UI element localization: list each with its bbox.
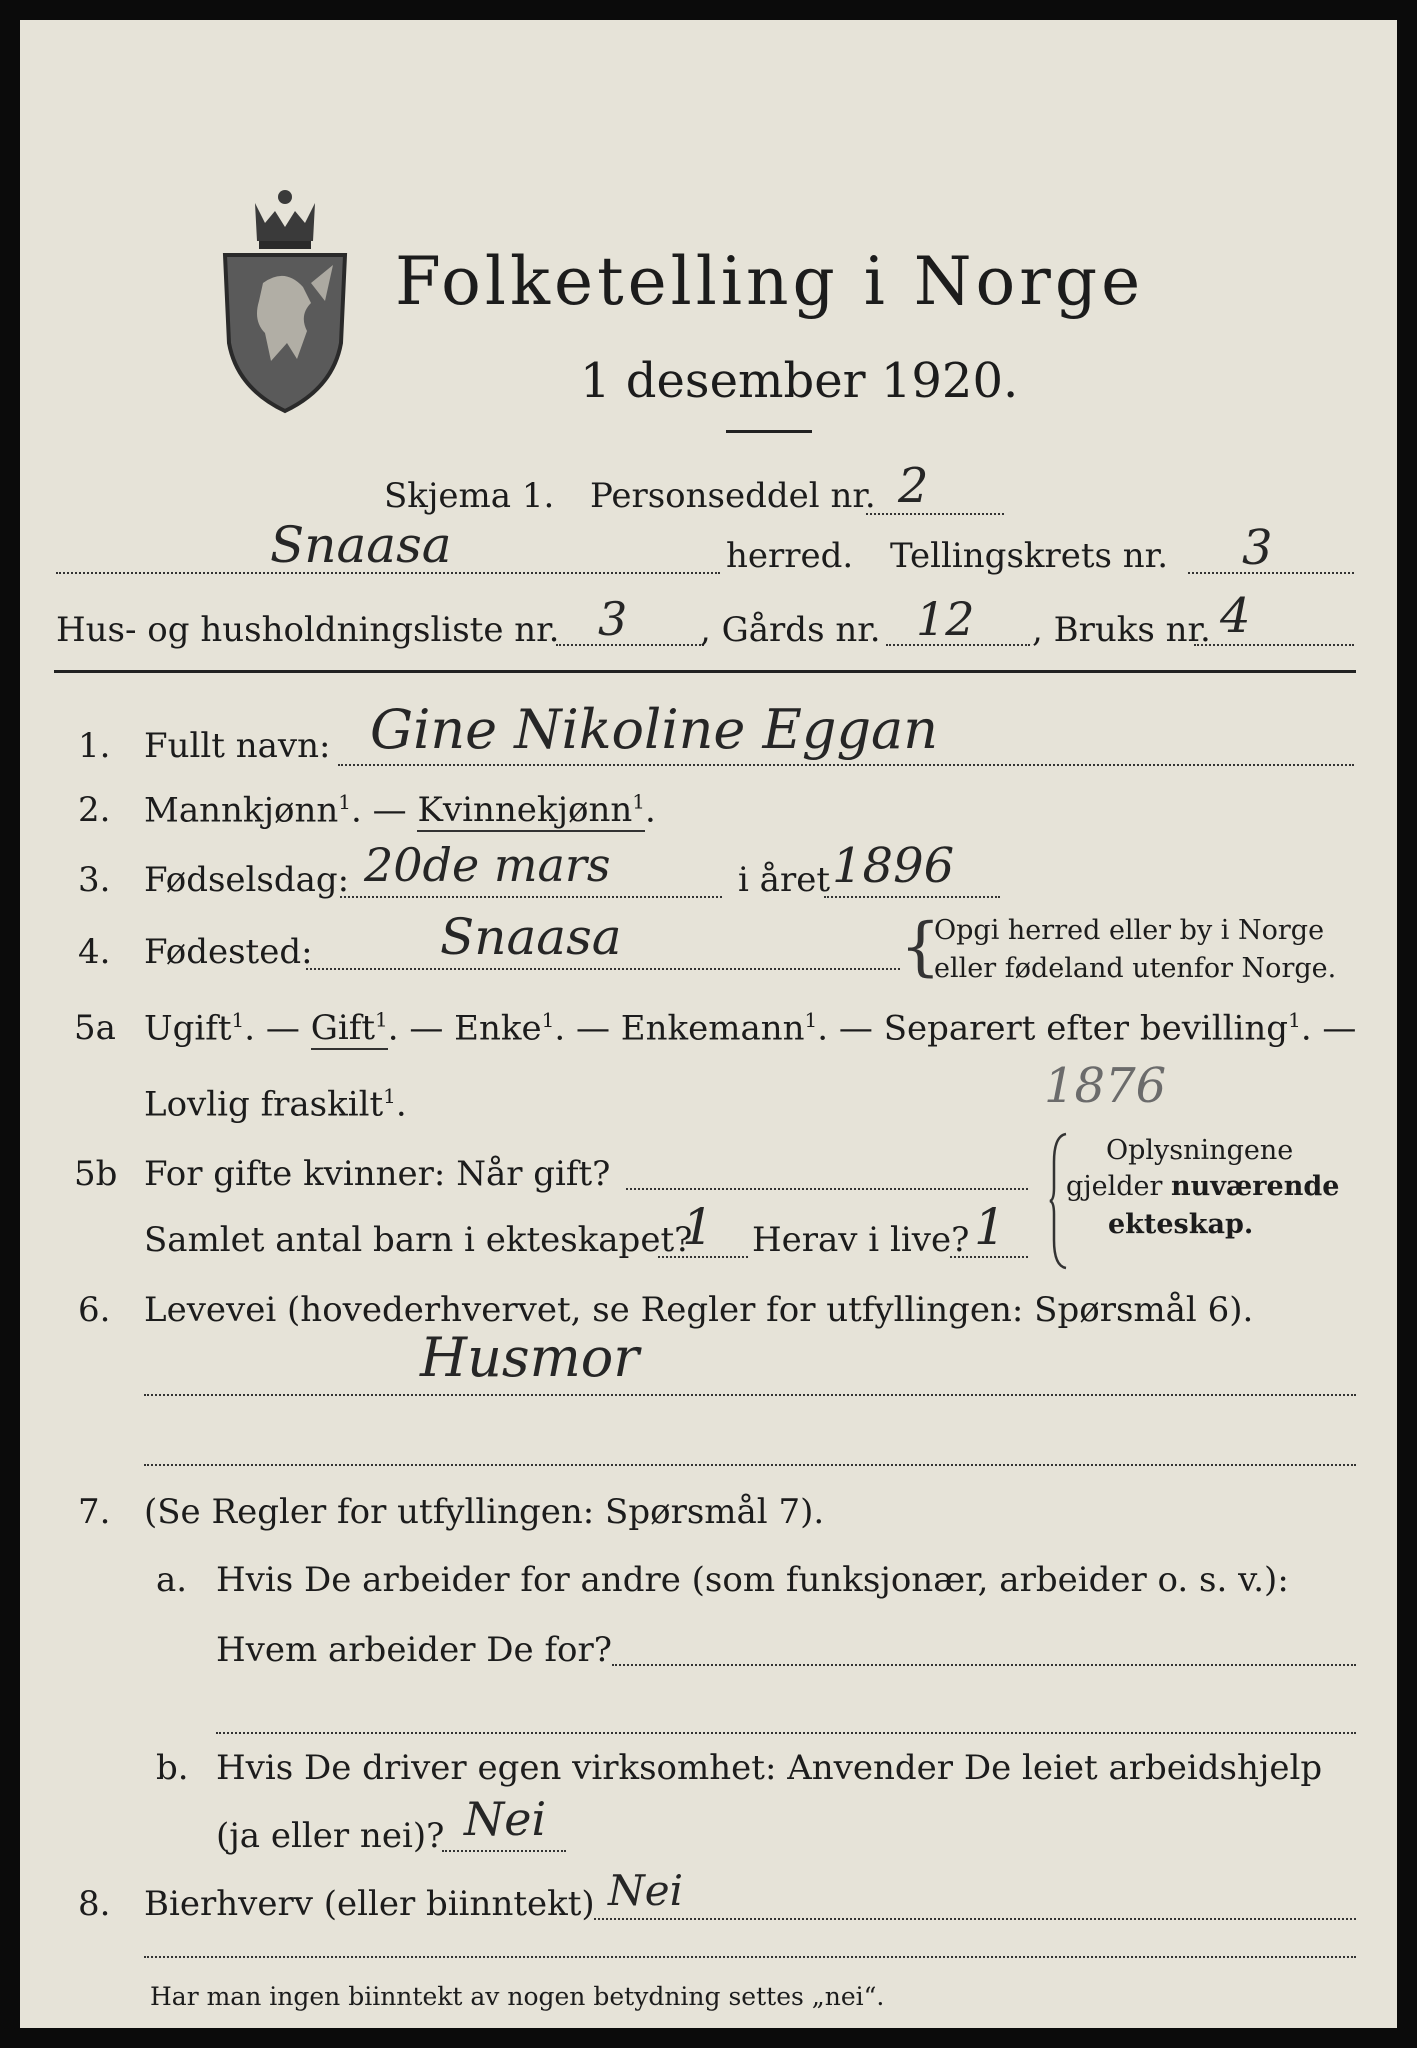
footer-note: Har man ingen biinntekt av nogen betydning settes „nei“. <box>150 1982 885 2011</box>
q2-sep: . — <box>351 790 418 831</box>
q4-note-line2: eller fødeland utenfor Norge. <box>934 953 1337 984</box>
q1-number: 1. <box>78 726 111 766</box>
footnote-marker: 1 <box>231 1008 245 1032</box>
q3-birthday: 20de mars <box>364 838 611 892</box>
footnote-marker: 1 <box>804 1008 818 1032</box>
q2-mann: Mannkjønn <box>144 790 339 831</box>
gards-label: , Gårds nr. <box>700 610 881 650</box>
bruks-value: 4 <box>1220 588 1251 644</box>
q5b-gift-line <box>626 1188 1028 1190</box>
tellingskrets-label: Tellingskrets nr. <box>890 536 1169 576</box>
q5b-ilive-line <box>950 1256 1028 1258</box>
q5b-barn-label: Samlet antal barn i ekteskapet? <box>144 1220 693 1260</box>
census-form <box>20 20 1397 2028</box>
q5b-ilive-value: 1 <box>974 1198 1006 1256</box>
q4-number: 4. <box>78 932 111 972</box>
q7a-line <box>612 1664 1356 1666</box>
q5a-enke: Enke <box>454 1008 542 1049</box>
q5a-number: 5a <box>74 1008 116 1048</box>
q6-line1 <box>144 1394 1356 1396</box>
footnote-marker: 1 <box>383 1084 396 1108</box>
bruks-label: , Bruks nr. <box>1032 610 1211 650</box>
q5a-lovlig-line <box>144 1084 407 1124</box>
q8-number: 8. <box>78 1884 111 1924</box>
q7a-letter: a. <box>156 1560 188 1600</box>
q4-note-line1: Opgi herred eller by i Norge <box>934 915 1325 946</box>
q5b-note-line2a: gjelder <box>1066 1171 1172 1202</box>
q5a-separert: Separert efter bevilling <box>883 1008 1289 1049</box>
husholdningsliste-line <box>556 644 704 646</box>
q3-birth-year: 1896 <box>832 838 955 894</box>
q7b-line <box>442 1850 566 1852</box>
skjema-label: Skjema 1. <box>384 476 555 516</box>
bruks-line <box>1194 644 1354 646</box>
herred-label: herred. <box>726 536 854 576</box>
q5b-number: 5b <box>74 1154 118 1194</box>
q2-options <box>144 790 656 830</box>
footnote-marker: 1 <box>541 1008 555 1032</box>
husholdningsliste-value: 3 <box>598 592 628 646</box>
q6-number: 6. <box>78 1290 111 1330</box>
footnote-marker: 1 <box>375 1008 388 1032</box>
q8-value: Nei <box>608 1866 684 1915</box>
q5a-gift: Gift <box>310 1008 375 1049</box>
q7a-line2: Hvem arbeider De for? <box>216 1630 612 1670</box>
q5a-end-sep: . — <box>1300 1008 1357 1049</box>
q5a-enkemann: Enkemann <box>620 1008 805 1049</box>
q6-occupation: Husmor <box>420 1326 640 1389</box>
q4-brace: { <box>900 910 941 984</box>
q5b-note-line2 <box>1066 1168 1339 1205</box>
q5b-note-line3: ekteskap. <box>1108 1209 1254 1240</box>
q7b-line1: Hvis De driver egen virksomhet: Anvender De leiet arbeidshjelp <box>216 1748 1323 1788</box>
q7b-value: Nei <box>464 1792 547 1846</box>
personseddel-label: Personseddel nr. <box>590 476 876 516</box>
q1-line <box>338 764 1354 766</box>
personseddel-line <box>866 513 1004 515</box>
footnote-marker: 1 <box>632 790 646 814</box>
q5a-options <box>144 1008 1356 1048</box>
q3-label: Fødselsdag: <box>144 860 350 900</box>
q5b-label: For gifte kvinner: Når gift? <box>144 1154 611 1194</box>
q7b-letter: b. <box>156 1748 189 1788</box>
footnote-marker: 1 <box>1288 1008 1301 1032</box>
form-title: Folketelling i Norge <box>395 243 1145 320</box>
q5a-lovlig: Lovlig fraskilt <box>144 1084 384 1125</box>
q7b-line2: (ja eller nei)? <box>216 1816 445 1856</box>
q5b-note-line2b: nuværende <box>1171 1171 1340 1202</box>
personseddel-value: 2 <box>898 458 929 514</box>
q6-line2 <box>144 1464 1356 1466</box>
husholdningsliste-label: Hus- og husholdningsliste nr. <box>56 610 560 650</box>
q5b-note-line1: Oplysningene <box>1106 1135 1294 1166</box>
q1-label: Fullt navn: <box>144 726 331 766</box>
q2-kvinne-underlined <box>417 790 645 832</box>
header-rule <box>54 670 1356 673</box>
q1-full-name: Gine Nikoline Eggan <box>370 698 939 761</box>
q5a-sep: . — <box>244 1008 311 1049</box>
q4-birthplace: Snaasa <box>440 908 622 966</box>
q8-label: Bierhverv (eller biinntekt) <box>144 1884 595 1924</box>
q5a-annotation: 1876 <box>1044 1058 1167 1114</box>
q5b-barn-line <box>658 1256 748 1258</box>
q2-number: 2. <box>78 790 111 830</box>
q3-number: 3. <box>78 860 111 900</box>
q5a-end: . <box>395 1084 407 1125</box>
herred-value: Snaasa <box>270 516 452 574</box>
q8-line2 <box>144 1956 1356 1958</box>
title-divider <box>726 430 812 433</box>
q7a-line1: Hvis De arbeider for andre (som funksjonær, arbeider o. s. v.): <box>216 1560 1289 1600</box>
q4-label: Fødested: <box>144 932 313 972</box>
gards-value: 12 <box>916 592 975 646</box>
q5a-gift-underlined <box>311 1008 388 1050</box>
q2-kvinne: Kvinnekjønn <box>417 790 633 831</box>
q2-end: . <box>645 790 656 831</box>
q5a-ugift: Ugift <box>144 1008 232 1049</box>
q5a-sep: . — <box>387 1008 455 1049</box>
q7a-line2 <box>216 1732 1356 1734</box>
q5a-sep: . — <box>554 1008 621 1049</box>
q3-year-label: i året <box>738 860 830 900</box>
q3-day-line <box>340 896 722 898</box>
q3-year-line <box>824 896 1000 898</box>
norway-coat-of-arms-icon <box>215 183 355 423</box>
census-date: 1 desember 1920. <box>580 353 1019 409</box>
q5a-sep: . — <box>817 1008 884 1049</box>
tellingskrets-value: 3 <box>1242 520 1273 576</box>
q4-line <box>306 968 900 970</box>
q5b-barn-value: 1 <box>682 1198 714 1256</box>
q7-number: 7. <box>78 1492 111 1532</box>
footnote-marker: 1 <box>338 790 352 814</box>
q5b-ilive-label: Herav i live? <box>752 1220 970 1260</box>
q7-label: (Se Regler for utfyllingen: Spørsmål 7). <box>144 1492 825 1532</box>
q8-line <box>594 1918 1356 1920</box>
q6-label: Levevei (hovederhvervet, se Regler for utfyllingen: Spørsmål 6). <box>144 1290 1254 1330</box>
